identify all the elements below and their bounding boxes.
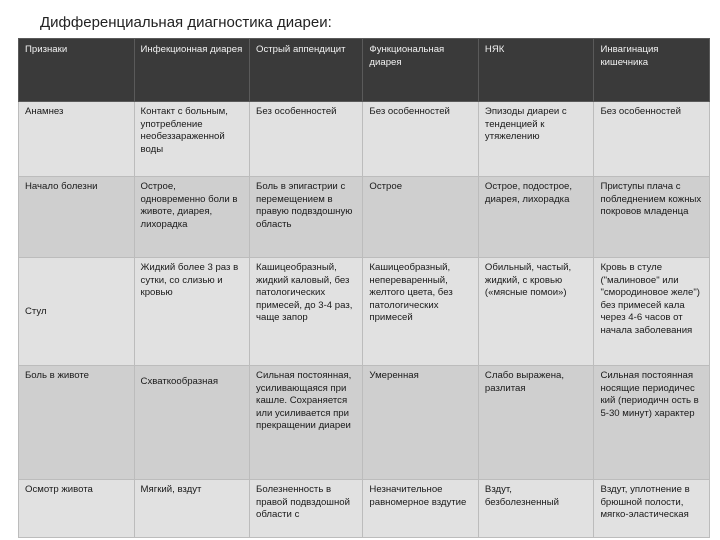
table-cell: Болезненность в правой подвздошной области с <box>250 480 363 538</box>
table-cell: Вздут, безболезненный <box>478 480 594 538</box>
table-cell: Без особенностей <box>594 102 710 177</box>
column-header: НЯК <box>478 39 594 102</box>
table-cell: Эпизоды диареи с тенденцией к утяжелению <box>478 102 594 177</box>
table-cell: Жидкий более 3 раз в сутки, со слизью и кровью <box>134 258 250 366</box>
table-row <box>19 366 710 480</box>
table-row <box>19 258 710 366</box>
table-header-row <box>19 39 710 102</box>
table-cell: Незначительное равномерное вздутие <box>363 480 479 538</box>
table-cell: Сильная постоянная носящие периодичес кий (периодичн ость в 5-30 минут) характер <box>594 366 710 480</box>
column-header: Признаки <box>19 39 135 102</box>
table-cell: Кашицеобразный, жидкий каловый, без патологических примесей, до 3-4 раз, чаще запор <box>250 258 363 366</box>
table-row <box>19 177 710 258</box>
column-header: Функциональная диарея <box>363 39 479 102</box>
table-cell: Схваткообразная <box>134 366 250 480</box>
table-cell: Сильная постоянная, усиливающаяся при кашле. Сохраняется или усиливается при прекращении диареи <box>250 366 363 480</box>
table-cell: Обильный, частый, жидкий, с кровью («мясные помои») <box>478 258 594 366</box>
column-header: Острый аппендицит <box>250 39 363 102</box>
table-cell: Приступы плача с побледнением кожных покровов младенца <box>594 177 710 258</box>
table-row <box>19 102 710 177</box>
table-cell: Кровь в стуле ("малиновое" или "смородиновое желе") без примесей кала через 4-6 часов от начала заболевания <box>594 258 710 366</box>
table-cell: Умеренная <box>363 366 479 480</box>
row-feature-label: Стул <box>19 258 135 366</box>
table-cell: Острое <box>363 177 479 258</box>
diagnosis-table <box>18 38 710 538</box>
row-feature-label: Боль в животе <box>19 366 135 480</box>
table-cell: Без особенностей <box>363 102 479 177</box>
row-feature-label: Осмотр живота <box>19 480 135 538</box>
table-cell: Вздут, уплотнение в брюшной полости, мягко-эластическая <box>594 480 710 538</box>
column-header: Инвагинация кишечника <box>594 39 710 102</box>
slide-title: Дифференциальная диагностика диареи: <box>40 14 332 31</box>
table-cell: Слабо выражена, разлитая <box>478 366 594 480</box>
table-cell: Боль в эпигастрии с перемещением в правую подвздошную область <box>250 177 363 258</box>
table-cell: Острое, подострое, диарея, лихорадка <box>478 177 594 258</box>
table-cell: Острое, одновременно боли в животе, диарея, лихорадка <box>134 177 250 258</box>
table-row <box>19 480 710 538</box>
table-cell: Кашицеобразный, непереваренный, желтого цвета, без патологических примесей <box>363 258 479 366</box>
table-cell: Без особенностей <box>250 102 363 177</box>
row-feature-label: Начало болезни <box>19 177 135 258</box>
table-cell: Контакт с больным, употребление необеззараженной воды <box>134 102 250 177</box>
table-cell: Мягкий, вздут <box>134 480 250 538</box>
row-feature-label: Анамнез <box>19 102 135 177</box>
column-header: Инфекционная диарея <box>134 39 250 102</box>
